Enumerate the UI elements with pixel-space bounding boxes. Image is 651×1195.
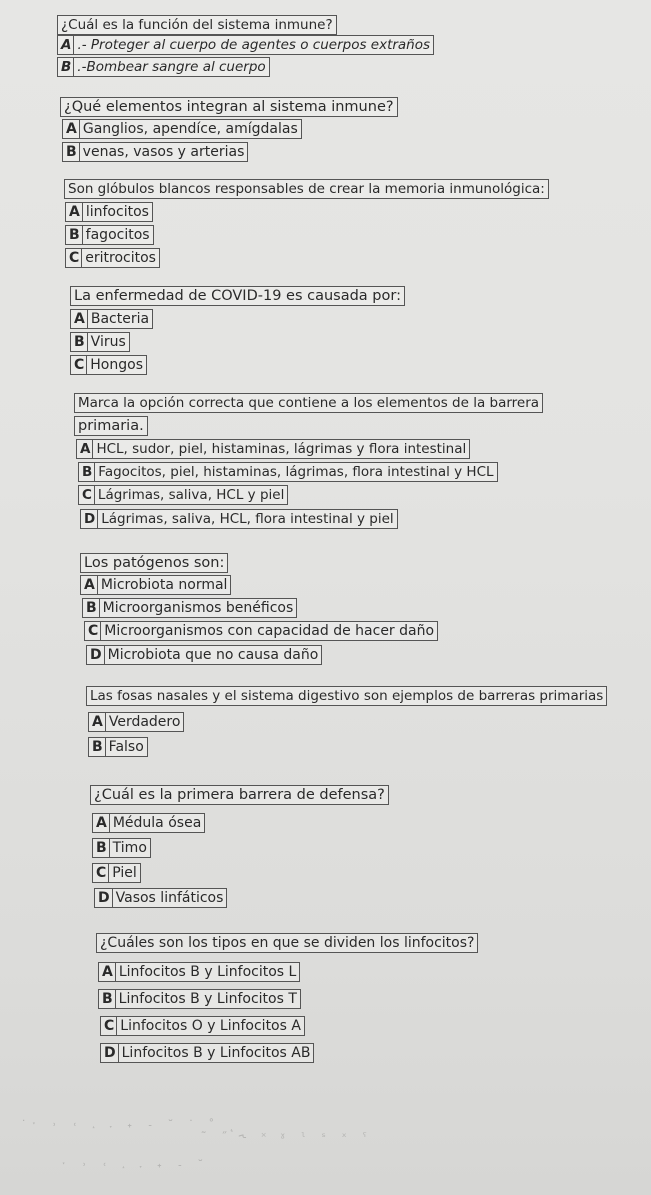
- option-text: Linfocitos B y Linfocitos T: [118, 991, 297, 1007]
- option-letter: A: [61, 36, 74, 54]
- option-text: Timo: [112, 840, 147, 856]
- q8-option-a[interactable]: [92, 813, 205, 833]
- option-text: Microbiota que no causa daño: [107, 647, 319, 663]
- bleed-through-texture: ˙ˑ ˒ ˓ ˔ ˕ ˖ ˗ ˘ ˙ ˚ ˛ ˜ ˝ ˞ ˟ ˠ ˡ ˢ ˣ ˤ ˑ ˒ ˓ ˔ ˕ ˖ ˗ ˘: [20, 1118, 372, 1172]
- q7-option-a[interactable]: [88, 712, 184, 732]
- q1-option-b[interactable]: [57, 57, 270, 77]
- q9-option-b[interactable]: [98, 989, 301, 1009]
- q2-option-b[interactable]: [62, 142, 248, 162]
- option-letter: A: [92, 713, 106, 731]
- option-text: Vasos linfáticos: [115, 890, 224, 906]
- q4-option-c[interactable]: [70, 355, 147, 375]
- option-text: Linfocitos B y Linfocitos AB: [121, 1045, 311, 1061]
- q5-option-b[interactable]: [78, 462, 498, 482]
- option-letter: D: [90, 646, 105, 664]
- option-text: eritrocitos: [85, 250, 156, 266]
- option-letter: B: [82, 463, 95, 481]
- option-text: Microorganismos con capacidad de hacer daño: [104, 623, 435, 639]
- option-text: fagocitos: [85, 227, 150, 243]
- q1-option-a[interactable]: [57, 35, 434, 55]
- option-text: Médula ósea: [112, 815, 202, 831]
- question-5: Marca la opción correcta que contiene a los elementos de la barrera: [74, 393, 543, 413]
- option-letter: B: [92, 738, 106, 756]
- q8-option-b[interactable]: [92, 838, 151, 858]
- q6-option-c[interactable]: [84, 621, 438, 641]
- option-letter: A: [69, 203, 83, 221]
- option-text: venas, vasos y arterias: [82, 144, 245, 160]
- option-text: Piel: [112, 865, 137, 881]
- q8-option-c[interactable]: [92, 863, 141, 883]
- q6-option-b[interactable]: [82, 598, 297, 618]
- q9-option-d[interactable]: [100, 1043, 314, 1063]
- option-letter: A: [74, 310, 88, 328]
- option-text: Fagocitos, piel, histaminas, lágrimas, flora intestinal y HCL: [98, 464, 494, 480]
- option-text: Hongos: [90, 357, 143, 373]
- option-text: HCL, sudor, piel, histaminas, lágrimas y flora intestinal: [96, 441, 467, 457]
- q9-option-c[interactable]: [100, 1016, 305, 1036]
- question-4: La enfermedad de COVID-19 es causada por:: [70, 286, 405, 306]
- q4-option-b[interactable]: [70, 332, 130, 352]
- option-letter: C: [69, 249, 82, 267]
- q5-option-d[interactable]: [80, 509, 398, 529]
- option-letter: A: [80, 440, 93, 458]
- option-letter: A: [84, 576, 98, 594]
- option-letter: A: [96, 814, 110, 832]
- option-letter: C: [74, 356, 87, 374]
- q5-option-a[interactable]: [76, 439, 470, 459]
- option-letter: C: [88, 622, 101, 640]
- option-text: Linfocitos O y Linfocitos A: [120, 1018, 301, 1034]
- option-text: Ganglios, apendíce, amígdalas: [82, 121, 298, 137]
- option-text: Linfocitos B y Linfocitos L: [118, 964, 297, 980]
- option-letter: B: [74, 333, 88, 351]
- option-letter: C: [104, 1017, 117, 1035]
- option-letter: D: [84, 510, 98, 528]
- question-6: Los patógenos son:: [80, 553, 228, 573]
- option-letter: C: [82, 486, 95, 504]
- question-8: ¿Cuál es la primera barrera de defensa?: [90, 785, 389, 805]
- option-text: .-Bombear sangre al cuerpo: [77, 59, 266, 75]
- option-text: Virus: [90, 334, 126, 350]
- q4-option-a[interactable]: [70, 309, 153, 329]
- option-text: Lágrimas, saliva, HCL y piel: [97, 487, 285, 503]
- option-letter: B: [102, 990, 116, 1008]
- q3-option-a[interactable]: [65, 202, 153, 222]
- option-text: Bacteria: [90, 311, 150, 327]
- question-1: ¿Cuál es la función del sistema inmune?: [57, 15, 337, 35]
- question-5-line-2: primaria.: [74, 416, 148, 436]
- option-letter: D: [104, 1044, 119, 1062]
- option-text: linfocitos: [85, 204, 149, 220]
- q6-option-a[interactable]: [80, 575, 231, 595]
- option-letter: B: [66, 143, 80, 161]
- option-text: Microbiota normal: [100, 577, 228, 593]
- option-text: .- Proteger al cuerpo de agentes o cuerpos extraños: [77, 37, 431, 53]
- q5-option-c[interactable]: [78, 485, 288, 505]
- option-letter: B: [69, 226, 83, 244]
- q2-option-a[interactable]: [62, 119, 302, 139]
- option-letter: D: [98, 889, 113, 907]
- option-letter: A: [102, 963, 116, 981]
- q3-option-b[interactable]: [65, 225, 154, 245]
- question-2: ¿Qué elementos integran al sistema inmune?: [60, 97, 398, 117]
- q8-option-d[interactable]: [94, 888, 227, 908]
- question-7: Las fosas nasales y el sistema digestivo son ejemplos de barreras primarias: [86, 686, 607, 706]
- question-9: ¿Cuáles son los tipos en que se dividen los linfocitos?: [96, 933, 478, 953]
- option-text: Microorganismos benéficos: [102, 600, 294, 616]
- q9-option-a[interactable]: [98, 962, 300, 982]
- option-text: Falso: [108, 739, 144, 755]
- option-text: Verdadero: [108, 714, 181, 730]
- option-letter: C: [96, 864, 109, 882]
- option-text: Lágrimas, saliva, HCL, flora intestinal y piel: [101, 511, 394, 527]
- option-letter: B: [96, 839, 110, 857]
- option-letter: B: [86, 599, 100, 617]
- option-letter: B: [61, 58, 74, 76]
- option-letter: A: [66, 120, 80, 138]
- q6-option-d[interactable]: [86, 645, 322, 665]
- q7-option-b[interactable]: [88, 737, 148, 757]
- q3-option-c[interactable]: [65, 248, 160, 268]
- question-3: Son glóbulos blancos responsables de crear la memoria inmunológica:: [64, 179, 549, 199]
